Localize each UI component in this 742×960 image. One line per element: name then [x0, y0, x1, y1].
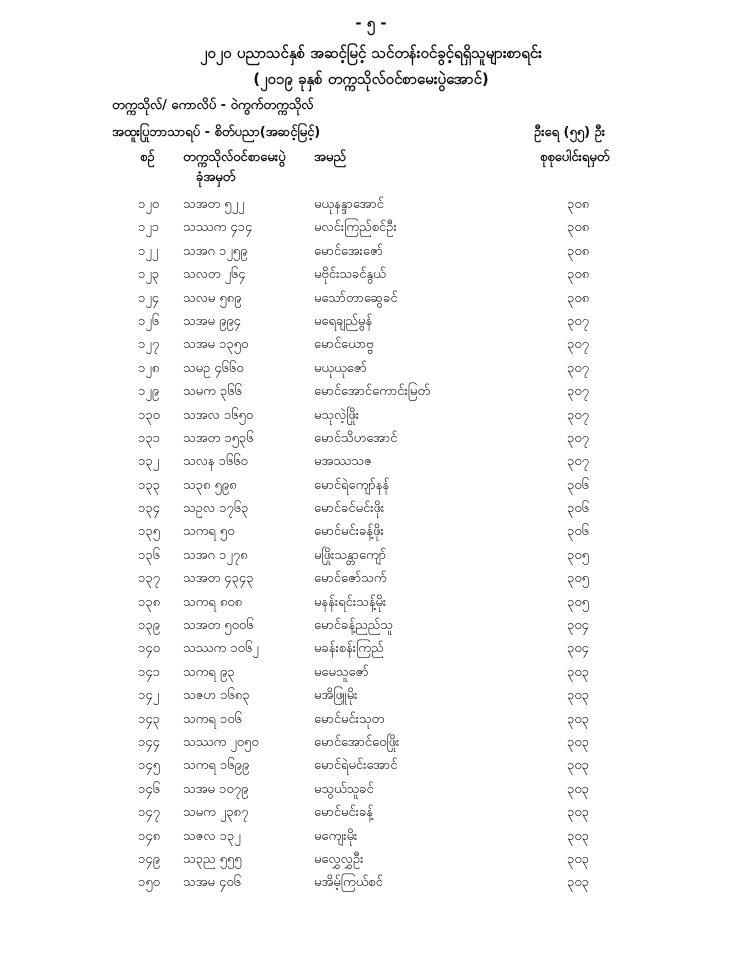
- table-row: [0, 498, 742, 521]
- cell-score: ၃၀၆: [567, 501, 589, 517]
- cell-reg-number: သအမ ၄၀၆: [183, 875, 241, 891]
- cell-name: မောင်အေးဇော်: [314, 243, 383, 259]
- cell-name: မောင်အောင်ဝေဖြိုး: [314, 734, 400, 750]
- cell-score: ၃၀၃: [567, 734, 589, 750]
- cell-name: မောင်ခန့်ညည်သူ: [314, 618, 393, 634]
- cell-score: ၃၀၃: [567, 805, 589, 821]
- cell-reg-number: သဿက ၄၁၄: [183, 220, 253, 236]
- cell-score: ၃၀၃: [567, 828, 589, 844]
- document-title: ၂၀၂၀ ပညာသင်နှစ် အဆင့်မြင့် သင်တန်းဝင်ခွင့်ရရှိသူများစာရင်း: [199, 44, 542, 62]
- cell-reg-number: သအတ ၅၀၀၆: [183, 618, 254, 634]
- cell-no: ၁၄၇: [138, 805, 160, 821]
- cell-no: ၁၃၂: [138, 454, 160, 470]
- cell-reg-number: သကရ ၈၀၈: [183, 594, 243, 610]
- cell-no: ၁၄၂: [138, 688, 160, 704]
- cell-no: ၁၃၈: [138, 594, 161, 610]
- cell-reg-number: သလန ၁၆၆၀: [183, 454, 248, 470]
- table-row: [0, 451, 742, 474]
- cell-name: မဗိုင်းသခင်နွယ်: [314, 267, 386, 283]
- cell-name: မသော်တာဆွေခင်: [314, 290, 398, 306]
- cell-no: ၁၄၅: [138, 758, 160, 774]
- cell-name: မောင်အောင်ကောင်းမြတ်: [314, 384, 430, 400]
- cell-no: ၁၅၀: [138, 875, 160, 891]
- cell-no: ၁၂၃: [138, 267, 160, 283]
- cell-name: မောင်ဇော်သက်: [314, 571, 387, 587]
- cell-reg-number: သအတ ၅၂၂: [183, 197, 245, 212]
- cell-reg-number: သမက ၃၆၆: [183, 384, 242, 400]
- cell-score: ၃၀၈: [567, 220, 590, 236]
- cell-name: မောင်သိဟအောင်: [314, 430, 398, 446]
- cell-no: ၁၄၀: [138, 641, 160, 657]
- cell-name: မယုယုဇော်: [314, 360, 367, 376]
- cell-score: ၃၀၇: [567, 454, 589, 470]
- cell-name: မောင်မင်းခန့်: [314, 805, 374, 821]
- university-line: တက္ကသိုလ်/ ကောလိပ် - ဝဲကွက်တက္ကသိုလ်: [112, 98, 314, 113]
- cell-reg-number: သကရ ၅၀: [183, 524, 235, 540]
- table-row: [0, 709, 742, 732]
- cell-reg-number: သအဂ ၁၂၅၉: [183, 243, 248, 259]
- cell-reg-number: သဇဟ ၁၆၈၃: [183, 688, 250, 704]
- cell-score: ၃၀၇: [567, 313, 589, 329]
- major-line: အထူးပြုဘာသာရပ် - စိတ်ပညာ(အဆင့်မြင့်): [112, 125, 321, 140]
- table-row: [0, 194, 742, 217]
- cell-score: ၃၀၇: [567, 337, 589, 353]
- cell-reg-number: သဇလ ၁၃၂: [183, 828, 241, 844]
- table-row: [0, 288, 742, 311]
- cell-score: ၃၀၈: [567, 267, 590, 283]
- cell-no: ၁၂၁: [138, 220, 160, 236]
- cell-name: မရေချည်မွန်: [314, 313, 373, 329]
- cell-no: ၁၄၃: [138, 711, 160, 727]
- cell-no: ၁၂၇: [138, 337, 160, 353]
- cell-reg-number: သဥလ ၁၇၆၃: [183, 501, 249, 517]
- cell-name: မခန်းစန်းကြည်: [314, 641, 384, 657]
- cell-no: ၁၃၉: [138, 618, 160, 634]
- cell-name: မအဿသဇ: [314, 454, 372, 470]
- cell-score: ၃၀၅: [567, 547, 589, 563]
- cell-name: မောင်ရဲမင်းအောင်: [314, 758, 398, 774]
- cell-reg-number: သအမ ၁၀၇၉: [183, 781, 249, 797]
- cell-score: ၃၀၃: [567, 851, 589, 867]
- cell-reg-number: သကရ ၉၃: [183, 664, 235, 680]
- cell-score: ၃၀၃: [567, 758, 589, 774]
- cell-no: ၁၃၅: [138, 524, 160, 540]
- cell-reg-number: သအတ ၁၅၃၆: [183, 430, 254, 446]
- cell-name: မလွှေလွှဦး: [314, 851, 364, 867]
- cell-no: ၁၄၉: [138, 851, 160, 867]
- table-row: [0, 849, 742, 872]
- cell-name: မနန်းရင်းသန့်မိုး: [314, 594, 387, 610]
- table-row: [0, 241, 742, 264]
- cell-no: ၁၂၀: [138, 197, 160, 212]
- cell-score: ၃၀၅: [567, 571, 589, 587]
- table-row: [0, 826, 742, 849]
- cell-name: မောင်ရဲကျော်နန်: [314, 477, 390, 493]
- cell-reg-number: သအမ ၉၉၄: [183, 313, 241, 329]
- cell-score: ၃၀၄: [567, 641, 589, 657]
- cell-reg-number: သလမ ၅၈၉: [183, 290, 242, 306]
- cell-score: ၃၀၃: [567, 664, 589, 680]
- cell-name: မောင်ယောဗ္ဗ: [314, 337, 374, 353]
- cell-no: ၁၂၆: [138, 313, 160, 329]
- cell-name: မောင်မင်းသုတ: [314, 711, 385, 727]
- table-row: [0, 311, 742, 334]
- table-row: [0, 264, 742, 287]
- header-name: အမည်: [314, 150, 346, 165]
- table-row: [0, 405, 742, 428]
- cell-name: မသွယ်သူခင်: [314, 781, 374, 797]
- cell-no: ၁၄၈: [138, 828, 161, 844]
- table-row: [0, 779, 742, 802]
- page-number: - ၅ -: [355, 14, 387, 32]
- table-row: [0, 638, 742, 661]
- cell-score: ၃၀၆: [567, 477, 589, 493]
- cell-reg-number: သကရ ၁၀၆: [183, 711, 242, 727]
- table-row: [0, 358, 742, 381]
- cell-score: ၃၀၈: [567, 243, 590, 259]
- cell-no: ၁၂၉: [138, 384, 160, 400]
- cell-score: ၃၀၇: [567, 407, 589, 423]
- cell-name: မအိဖြူမိုး: [314, 688, 358, 704]
- cell-name: မကျေးမိုး: [314, 828, 358, 844]
- cell-reg-number: သအလ ၁၆၅၀: [183, 407, 254, 423]
- cell-score: ၃၀၈: [567, 197, 590, 212]
- cell-reg-number: သအဂ ၁၂၇၈: [183, 547, 248, 563]
- table-row: [0, 662, 742, 685]
- cell-no: ၁၂၈: [138, 360, 160, 376]
- cell-name: မမေသူဇော်: [314, 664, 369, 680]
- table-row: [0, 755, 742, 778]
- cell-reg-number: သအမ ၁၃၅၀: [183, 337, 249, 353]
- table-row: [0, 685, 742, 708]
- cell-score: ၃၀၆: [567, 524, 589, 540]
- table-row: [0, 217, 742, 240]
- table-row: [0, 381, 742, 404]
- cell-no: ၁၃၆: [138, 547, 160, 563]
- cell-name: မယုနန္ဒာအောင်: [314, 197, 384, 212]
- cell-no: ၁၃၁: [138, 430, 160, 446]
- table-row: [0, 428, 742, 451]
- cell-no: ၁၂၄: [138, 290, 160, 306]
- cell-name: မောင်မင်းခန့်ဖိုး: [314, 524, 384, 540]
- cell-score: ၃၀၇: [567, 430, 589, 446]
- cell-reg-number: သမဥ ၄၆၆၀: [183, 360, 244, 376]
- cell-score: ၃၀၇: [567, 384, 589, 400]
- cell-score: ၃၀၃: [567, 688, 589, 704]
- table-row: [0, 475, 742, 498]
- cell-name: မောင်ခင်မင်းဖိုး: [314, 501, 385, 517]
- header-reg-number-line2: ခုံအမှတ်: [196, 170, 236, 185]
- cell-no: ၁၃၃: [138, 477, 160, 493]
- results-table: [0, 194, 742, 896]
- cell-no: ၁၄၄: [138, 734, 160, 750]
- cell-reg-number: သမက ၂၃၈၇: [183, 805, 249, 821]
- table-row: [0, 615, 742, 638]
- cell-no: ၁၄၁: [138, 664, 160, 680]
- cell-name: မအိမ့်ကြယ်စင်: [314, 875, 383, 891]
- cell-reg-number: သဿက ၂၀၅၀: [183, 734, 259, 750]
- cell-reg-number: သ၃၈ ၅၉၈: [183, 477, 237, 493]
- cell-no: ၁၃၇: [138, 571, 160, 587]
- table-row: [0, 334, 742, 357]
- cell-reg-number: သအတ ၄၃၄၃: [183, 571, 254, 587]
- table-row: [0, 732, 742, 755]
- table-row: [0, 545, 742, 568]
- cell-score: ၃၀၃: [567, 711, 589, 727]
- quota-line: ဦးရေ (၅၅) ဦး: [534, 125, 606, 140]
- cell-score: ၃၀၃: [567, 875, 589, 891]
- table-row: [0, 521, 742, 544]
- cell-reg-number: သဿက ၁၀၆၂: [183, 641, 259, 657]
- cell-score: ၃၀၃: [567, 781, 589, 797]
- cell-name: မဖြိုးသန္တာကျော်: [314, 547, 387, 563]
- cell-reg-number: သကရ ၁၆၉၉: [183, 758, 250, 774]
- header-no: စဉ်: [140, 150, 155, 165]
- header-reg-number: တက္ကသိုလ်ဝင်စာမေးပွဲ: [183, 150, 286, 165]
- table-row: [0, 872, 742, 895]
- cell-no: ၁၃၀: [138, 407, 160, 423]
- table-row: [0, 568, 742, 591]
- table-row: [0, 592, 742, 615]
- cell-reg-number: သ၃ည ၅၅၅: [183, 851, 242, 867]
- document-subtitle: (၂၀၁၉ ခုနှစ် တက္ကသိုလ်ဝင်စာမေးပွဲအောင်): [253, 70, 489, 88]
- cell-score: ၃၀၅: [567, 594, 589, 610]
- cell-score: ၃၀၄: [567, 618, 589, 634]
- cell-no: ၁၂၂: [138, 243, 159, 259]
- cell-score: ၃၀၇: [567, 360, 589, 376]
- cell-score: ၃၀၈: [567, 290, 590, 306]
- table-row: [0, 802, 742, 825]
- cell-no: ၁၃၄: [138, 501, 160, 517]
- cell-no: ၁၄၆: [138, 781, 160, 797]
- cell-reg-number: သလတ ၂၆၄: [183, 267, 246, 283]
- cell-name: မလင်းကြည်စင်ဦး: [314, 220, 397, 236]
- cell-name: မသုလဲ့ဖြိုး: [314, 407, 360, 423]
- header-score: စုစုပေါင်းရမှတ်: [540, 150, 610, 165]
